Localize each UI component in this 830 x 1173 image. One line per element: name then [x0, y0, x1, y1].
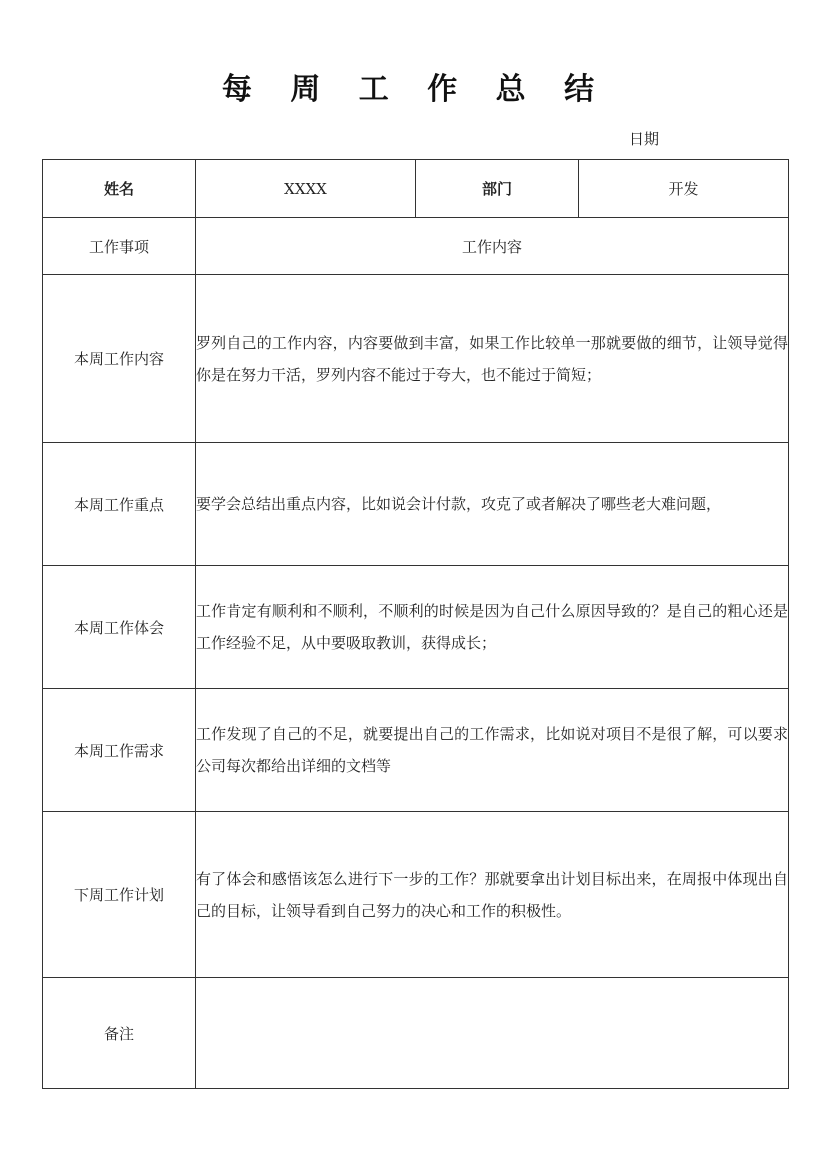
table-row: [43, 566, 789, 689]
dept-label: 部门: [416, 160, 579, 218]
name-value: XXXX: [196, 160, 416, 218]
row-content: 要学会总结出重点内容，比如说会计付款，攻克了或者解决了哪些老大难问题，: [196, 443, 789, 566]
name-label: 姓名: [43, 160, 196, 218]
row-label: 下周工作计划: [43, 812, 196, 978]
row-label: 本周工作内容: [43, 275, 196, 443]
row-content: 工作发现了自己的不足，就要提出自己的工作需求，比如说对项目不是很了解，可以要求公司每次都给出详细的文档等: [196, 689, 789, 812]
row-label: 本周工作体会: [43, 566, 196, 689]
row-content: 罗列自己的工作内容，内容要做到丰富，如果工作比较单一那就要做的细节，让领导觉得你是在努力干活，罗列内容不能过于夸大，也不能过于简短；: [196, 275, 789, 443]
table-row: [43, 275, 789, 443]
table-header-row: [43, 218, 789, 275]
row-label: 本周工作需求: [43, 689, 196, 812]
table-row: [43, 978, 789, 1089]
item-header: 工作事项: [43, 218, 196, 275]
row-content: [196, 978, 789, 1089]
table-row: [43, 689, 789, 812]
table-row: [43, 443, 789, 566]
info-row: [43, 160, 789, 218]
row-label: 本周工作重点: [43, 443, 196, 566]
row-content: 有了体会和感悟该怎么进行下一步的工作？那就要拿出计划目标出来，在周报中体现出自己的目标，让领导看到自己努力的决心和工作的积极性。: [196, 812, 789, 978]
date-label: 日期: [629, 130, 660, 148]
content-header: 工作内容: [196, 218, 789, 275]
table-row: [43, 812, 789, 978]
row-label: 备注: [43, 978, 196, 1089]
weekly-summary-table: [42, 159, 789, 1089]
dept-value: 开发: [579, 160, 789, 218]
row-content: 工作肯定有顺利和不顺利，不顺利的时候是因为自己什么原因导致的？是自己的粗心还是工作经验不足，从中要吸取教训，获得成长；: [196, 566, 789, 689]
page-title: 每 周 工 作 总 结: [221, 72, 609, 107]
